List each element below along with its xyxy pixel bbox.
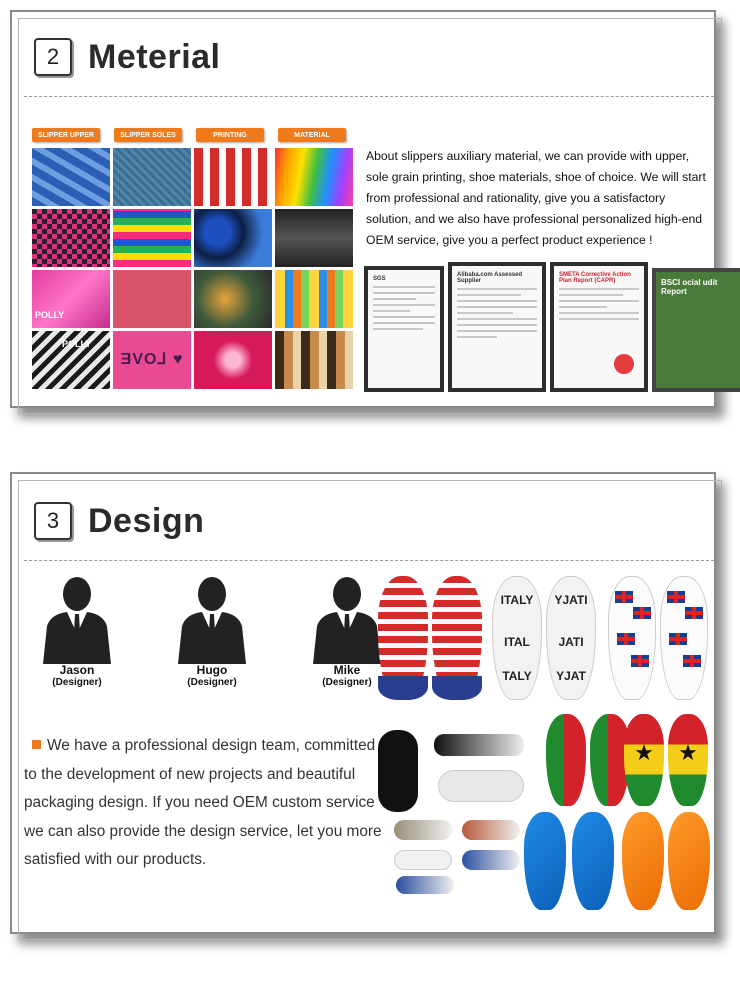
designer-name: Mike — [333, 663, 361, 677]
star-icon: ★ — [634, 739, 654, 765]
sole-sample-image — [113, 331, 191, 389]
love-print: ƎVO⅃ ♥ — [120, 351, 184, 368]
designer-role: (Designer) — [52, 677, 102, 688]
usa-flipflop-left — [378, 576, 428, 700]
design-description — [24, 732, 384, 875]
dashed-divider — [24, 560, 714, 561]
tag-printing: PRINTING — [196, 128, 264, 142]
material-image-grid — [32, 148, 353, 389]
tag-material: MATERIAL — [278, 128, 346, 142]
blue-flipflop-right — [572, 812, 614, 910]
ghana-flipflop-left — [624, 714, 664, 806]
upper-sample-image — [32, 270, 110, 328]
upper-sample-image — [32, 331, 110, 389]
person-silhouette-icon — [172, 574, 252, 664]
certificate-row — [364, 262, 740, 392]
sole-sample-image — [113, 270, 191, 328]
material-tags — [32, 128, 346, 142]
material-sample-image — [275, 270, 353, 328]
star-icon: ★ — [678, 739, 698, 765]
smeta-certificate: SMETA Corrective Action Plan Report (CAPR) — [550, 262, 648, 392]
section-header — [34, 496, 204, 546]
blue-flipflop-left — [524, 812, 566, 910]
designer-card — [32, 574, 122, 689]
seal-icon — [614, 354, 634, 374]
printing-sample-image — [194, 270, 272, 328]
design-description-text: We have a professional design team, committed to the development of new projects and beautiful packaging design. If you need OEM custom service we can also provide the design service, let you more satisfied with our products. — [24, 737, 382, 868]
orange-flipflop-left — [622, 812, 664, 910]
uk-flipflop-left — [608, 576, 656, 700]
slide-sandal — [462, 820, 520, 840]
slide-sandal — [394, 850, 452, 870]
design-section — [10, 472, 716, 934]
upper-sample-image — [32, 148, 110, 206]
tag-slipper-upper: SLIPPER UPPER — [32, 128, 100, 142]
sole-sample-image — [113, 209, 191, 267]
usa-flipflop-right — [432, 576, 482, 700]
slide-sole — [438, 770, 524, 802]
section-number-badge: 2 — [34, 38, 72, 76]
polly-print: POLLY — [62, 339, 92, 349]
sgs-certificate: SGS — [364, 266, 444, 392]
material-sample-image — [275, 148, 353, 206]
section-title: Design — [88, 501, 205, 540]
material-description: About slippers auxiliary material, we can provide with upper, sole grain printing, shoe materials, shoe of choice. We will start from professional and rationality, give you a satisfactory solution, and we also have professional personalized high-end OEM service, give you a perfect product experience ! — [366, 149, 706, 247]
material-section — [10, 10, 716, 408]
designer-role: (Designer) — [187, 677, 237, 688]
printing-sample-image — [194, 209, 272, 267]
bsci-certificate: BSCI ocial udit Report — [652, 268, 740, 392]
designer-team — [32, 574, 392, 689]
section-number-badge: 3 — [34, 502, 72, 540]
person-silhouette-icon — [37, 574, 117, 664]
italy-flipflop-left: ITALY ITAL TALY — [492, 576, 542, 700]
section-title: Meterial — [88, 37, 221, 76]
designer-name: Hugo — [196, 663, 228, 677]
designer-name: Jason — [59, 663, 95, 677]
slide-sandal — [394, 820, 452, 840]
designer-card — [167, 574, 257, 689]
uk-flipflop-right — [660, 576, 708, 700]
dashed-divider — [24, 96, 714, 97]
slide-sandal — [378, 730, 418, 812]
slide-sandal — [434, 734, 524, 756]
tag-slipper-soles: SLIPPER SOLES — [114, 128, 182, 142]
sole-sample-image — [113, 148, 191, 206]
designer-role: (Designer) — [322, 677, 372, 688]
italy-flipflop-right: YJATI JATI YJAT — [546, 576, 596, 700]
material-sample-image — [275, 209, 353, 267]
printing-sample-image — [194, 331, 272, 389]
bullet-square-icon — [32, 740, 41, 749]
portugal-flipflop-left — [546, 714, 586, 806]
polly-print: POLLY — [35, 310, 65, 320]
slide-sandal — [462, 850, 520, 870]
material-sample-image — [275, 331, 353, 389]
slide-sandal — [396, 876, 454, 894]
printing-sample-image — [194, 148, 272, 206]
ghana-flipflop-right — [668, 714, 708, 806]
alibaba-certificate: Alibaba.com Assessed Supplier — [448, 262, 546, 392]
section-header — [34, 32, 221, 82]
orange-flipflop-right — [668, 812, 710, 910]
flipflop-showcase — [374, 572, 714, 912]
upper-sample-image — [32, 209, 110, 267]
